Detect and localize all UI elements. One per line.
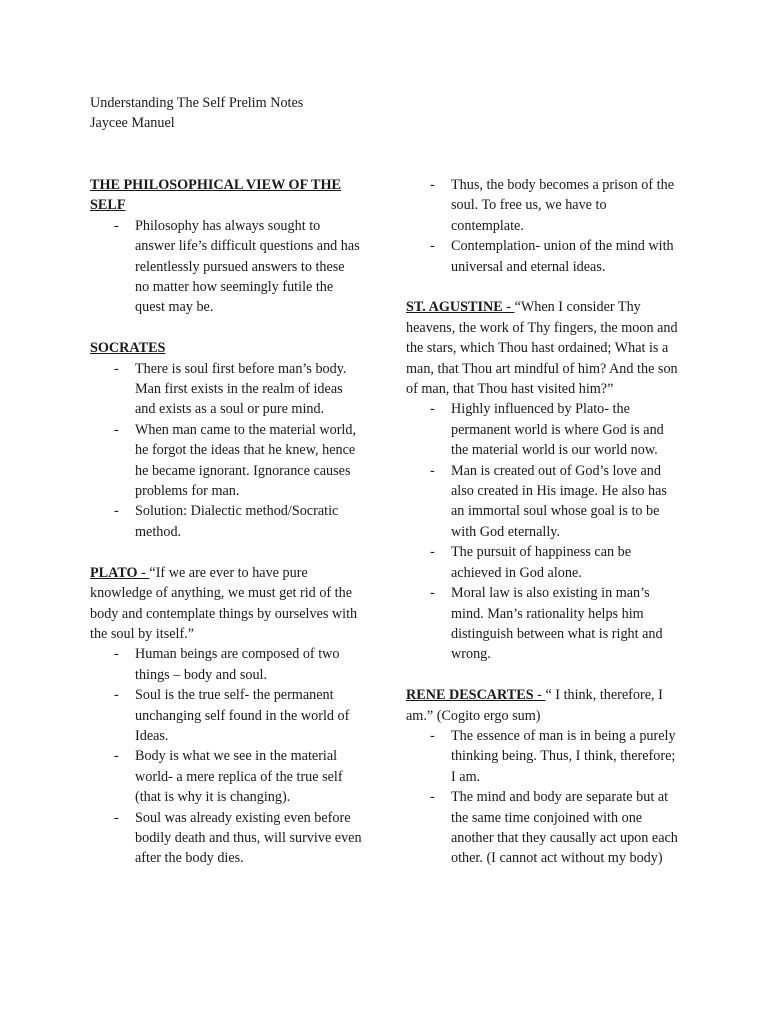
bullet-item xyxy=(90,420,362,502)
plato-intro xyxy=(90,563,362,645)
section-descartes xyxy=(406,685,682,869)
descartes-quote: “ I think, therefore, I am.” (Cogito ergo sum) xyxy=(406,687,663,724)
bullet-text: Soul is the true self- the permanent unchanging self found in the world of Ideas. xyxy=(135,687,350,744)
bullet-text: Contemplation- union of the mind with universal and eternal ideas. xyxy=(451,238,674,275)
dash-marker: - xyxy=(430,401,435,418)
bullet-item xyxy=(406,399,682,460)
dash-marker: - xyxy=(114,646,119,663)
bullet-text: Moral law is also existing in man’s mind. Man’s rationality helps him distinguish between what is right and wrong. xyxy=(451,585,663,663)
bullet-item xyxy=(406,175,682,236)
bullet-text: Soul was already existing even before bodily death and thus, will survive even after the body dies. xyxy=(135,809,362,867)
bullet-text: Solution: Dialectic method/Socratic method. xyxy=(135,503,339,540)
bullet-text: Body is what we see in the material world- a mere replica of the true self (that is why it is changing). xyxy=(135,748,343,806)
dash-marker: - xyxy=(114,421,119,438)
bullet-list xyxy=(406,726,682,869)
bullet-text: Philosophy has always sought to answer life’s difficult questions and has relentlessly pursued answers to these no matter how seemingly futile the quest may be. xyxy=(135,217,360,316)
bullet-list xyxy=(90,644,362,868)
bullet-item xyxy=(406,236,682,277)
bullet-item xyxy=(90,808,362,869)
section-philosophical-view xyxy=(90,175,362,318)
descartes-intro xyxy=(406,685,682,726)
bullet-item xyxy=(406,542,682,583)
bullet-text: Human beings are composed of two things – body and soul. xyxy=(135,646,340,683)
plato-quote: “If we are ever to have pure knowledge of anything, we must get rid of the body and contemplate things by ourselves with the soul by itself.” xyxy=(90,564,358,642)
bullet-list xyxy=(406,399,682,664)
heading-separator: - xyxy=(533,687,546,704)
bullet-text: When man came to the material world, he forgot the ideas that he knew, hence he became ignorant. Ignorance causes problems for man. xyxy=(135,421,357,500)
bullet-text: Highly influenced by Plato- the permanent world is where God is and the material world is our world now. xyxy=(451,401,664,459)
document-header xyxy=(90,93,303,134)
bullet-item xyxy=(90,685,362,746)
section-socrates xyxy=(90,338,362,542)
bullet-item xyxy=(406,787,682,869)
dash-marker: - xyxy=(114,360,119,377)
section-heading: RENE DESCARTES xyxy=(406,687,534,704)
bullet-text: There is soul first before man’s body. Man first exists in the realm of ideas and exists as a soul or pure mind. xyxy=(135,360,347,418)
dash-marker: - xyxy=(430,585,435,602)
bullet-item xyxy=(90,359,362,420)
section-heading: ST. AGUSTINE xyxy=(406,299,503,316)
augustine-intro xyxy=(406,297,682,399)
dash-marker: - xyxy=(114,217,119,234)
section-plato xyxy=(90,563,362,869)
plato-continued-list xyxy=(406,175,682,277)
bullet-item xyxy=(90,216,362,318)
dash-marker: - xyxy=(114,503,119,520)
dash-marker: - xyxy=(430,727,435,744)
bullet-list xyxy=(90,216,362,318)
heading-separator: - xyxy=(502,299,515,316)
dash-marker: - xyxy=(114,687,119,704)
dash-marker: - xyxy=(114,748,119,765)
dash-marker: - xyxy=(430,544,435,561)
dash-marker: - xyxy=(430,462,435,479)
bullet-item xyxy=(90,644,362,685)
section-augustine xyxy=(406,297,682,664)
dash-marker: - xyxy=(430,177,435,193)
bullet-text: Man is created out of God’s love and also created in His image. He also has an immortal soul whose goal is to be with God eternally. xyxy=(451,462,667,540)
heading-separator: - xyxy=(137,564,150,581)
document-title: Understanding The Self Prelim Notes xyxy=(90,95,304,111)
section-heading: PLATO xyxy=(90,564,138,581)
right-column xyxy=(406,175,682,889)
bullet-item xyxy=(406,583,682,665)
left-column xyxy=(90,175,362,889)
bullet-text: The mind and body are separate but at the same time conjoined with one another that they causally act upon each other. (I cannot act without my body) xyxy=(451,789,678,867)
augustine-quote: “When I consider Thy heavens, the work of Thy fingers, the moon and the stars, which Thou hast ordained; What is a man, that Thou art mindful of him? And the son of man, that Thou hast visited him?” xyxy=(406,299,678,398)
bullet-text: The essence of man is in being a purely thinking being. Thus, I think, therefore; I am. xyxy=(451,727,676,785)
bullet-item xyxy=(90,501,362,542)
document-author: Jaycee Manuel xyxy=(90,115,175,132)
dash-marker: - xyxy=(430,238,435,255)
bullet-item xyxy=(406,461,682,543)
bullet-list xyxy=(90,359,362,543)
section-heading: THE PHILOSOPHICAL VIEW OF THE SELF xyxy=(90,177,341,214)
bullet-item xyxy=(90,746,362,807)
bullet-item xyxy=(406,726,682,787)
bullet-text: The pursuit of happiness can be achieved in God alone. xyxy=(451,544,632,581)
dash-marker: - xyxy=(114,809,119,826)
dash-marker: - xyxy=(430,789,435,806)
section-heading: SOCRATES xyxy=(90,340,166,357)
bullet-text: Thus, the body becomes a prison of the soul. To free us, we have to contemplate. xyxy=(451,177,675,234)
